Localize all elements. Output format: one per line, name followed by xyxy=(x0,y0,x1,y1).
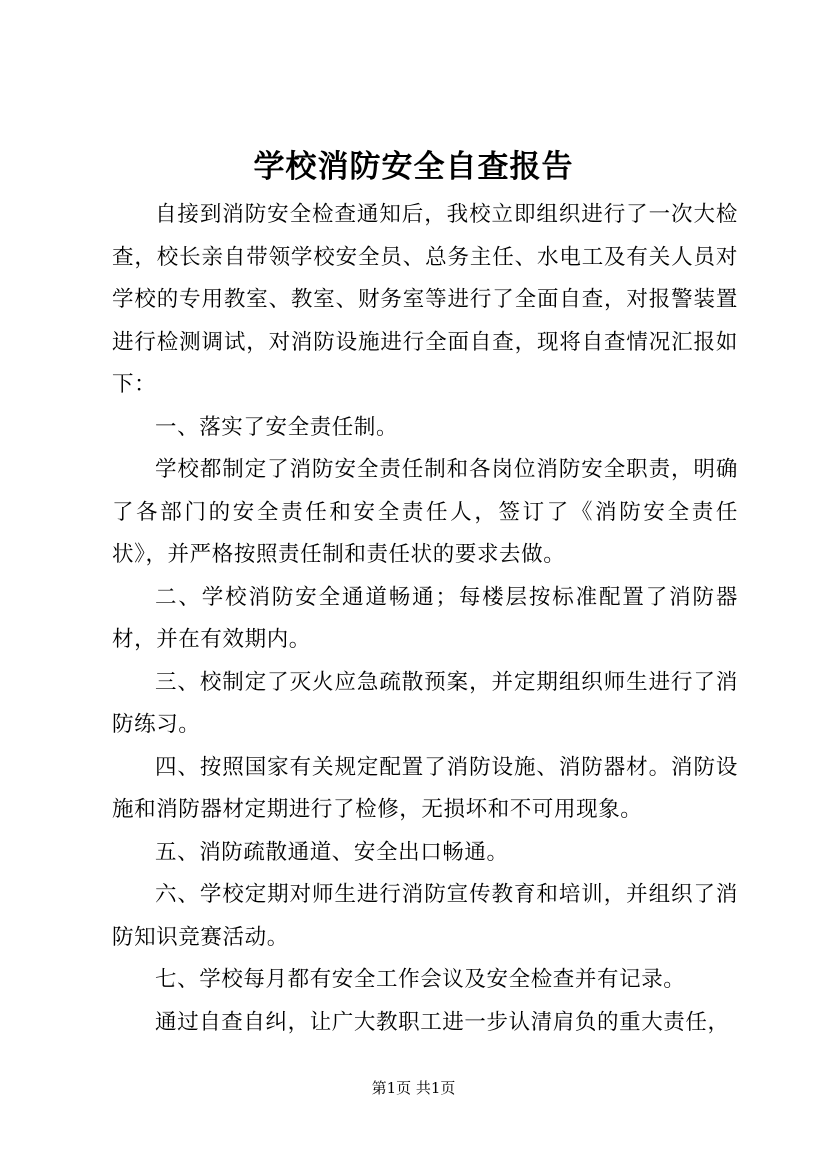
page-footer xyxy=(0,1078,827,1098)
paragraph-item-1-detail: 学校都制定了消防安全责任制和各岗位消防安全职责，明确了各部门的安全责任和安全责任人，签订了《消防安全责任状》，并严格按照责任制和责任状的要求去做。 xyxy=(112,457,738,567)
paragraph-item-2: 二、学校消防安全通道畅通；每楼层按标准配置了消防器材，并在有效期内。 xyxy=(112,584,738,652)
paragraph-item-4: 四、按照国家有关规定配置了消防设施、消防器材。消防设施和消防器材定期进行了检修，无损坏和不可用现象。 xyxy=(112,754,738,822)
paragraph-intro: 自接到消防安全检查通知后，我校立即组织进行了一次大检查，校长亲自带领学校安全员、总务主任、水电工及有关人员对学校的专用教室、教室、财务室等进行了全面自查，对报警装置进行检测调试，对消防设施进行全面自查，现将自查情况汇报如下： xyxy=(112,202,738,397)
paragraph-item-7: 七、学校每月都有安全工作会议及安全检查并有记录。 xyxy=(155,967,686,992)
document-body xyxy=(112,194,738,1044)
paragraph-item-3: 三、校制定了灭火应急疏散预案，并定期组织师生进行了消防练习。 xyxy=(112,669,738,737)
paragraph-conclusion: 通过自查自纠，让广大教职工进一步认清肩负的重大责任， xyxy=(155,1009,730,1035)
paragraph-item-1-heading: 一、落实了安全责任制。 xyxy=(155,414,399,440)
document-title: 学校消防安全自查报告 xyxy=(253,149,574,185)
paragraph-item-6: 六、学校定期对师生进行消防宣传教育和培训，并组织了消防知识竞赛活动。 xyxy=(112,882,738,950)
paragraph-item-5: 五、消防疏散通道、安全出口畅通。 xyxy=(155,839,509,865)
page-indicator: 第1页 共1页 xyxy=(371,1079,456,1097)
